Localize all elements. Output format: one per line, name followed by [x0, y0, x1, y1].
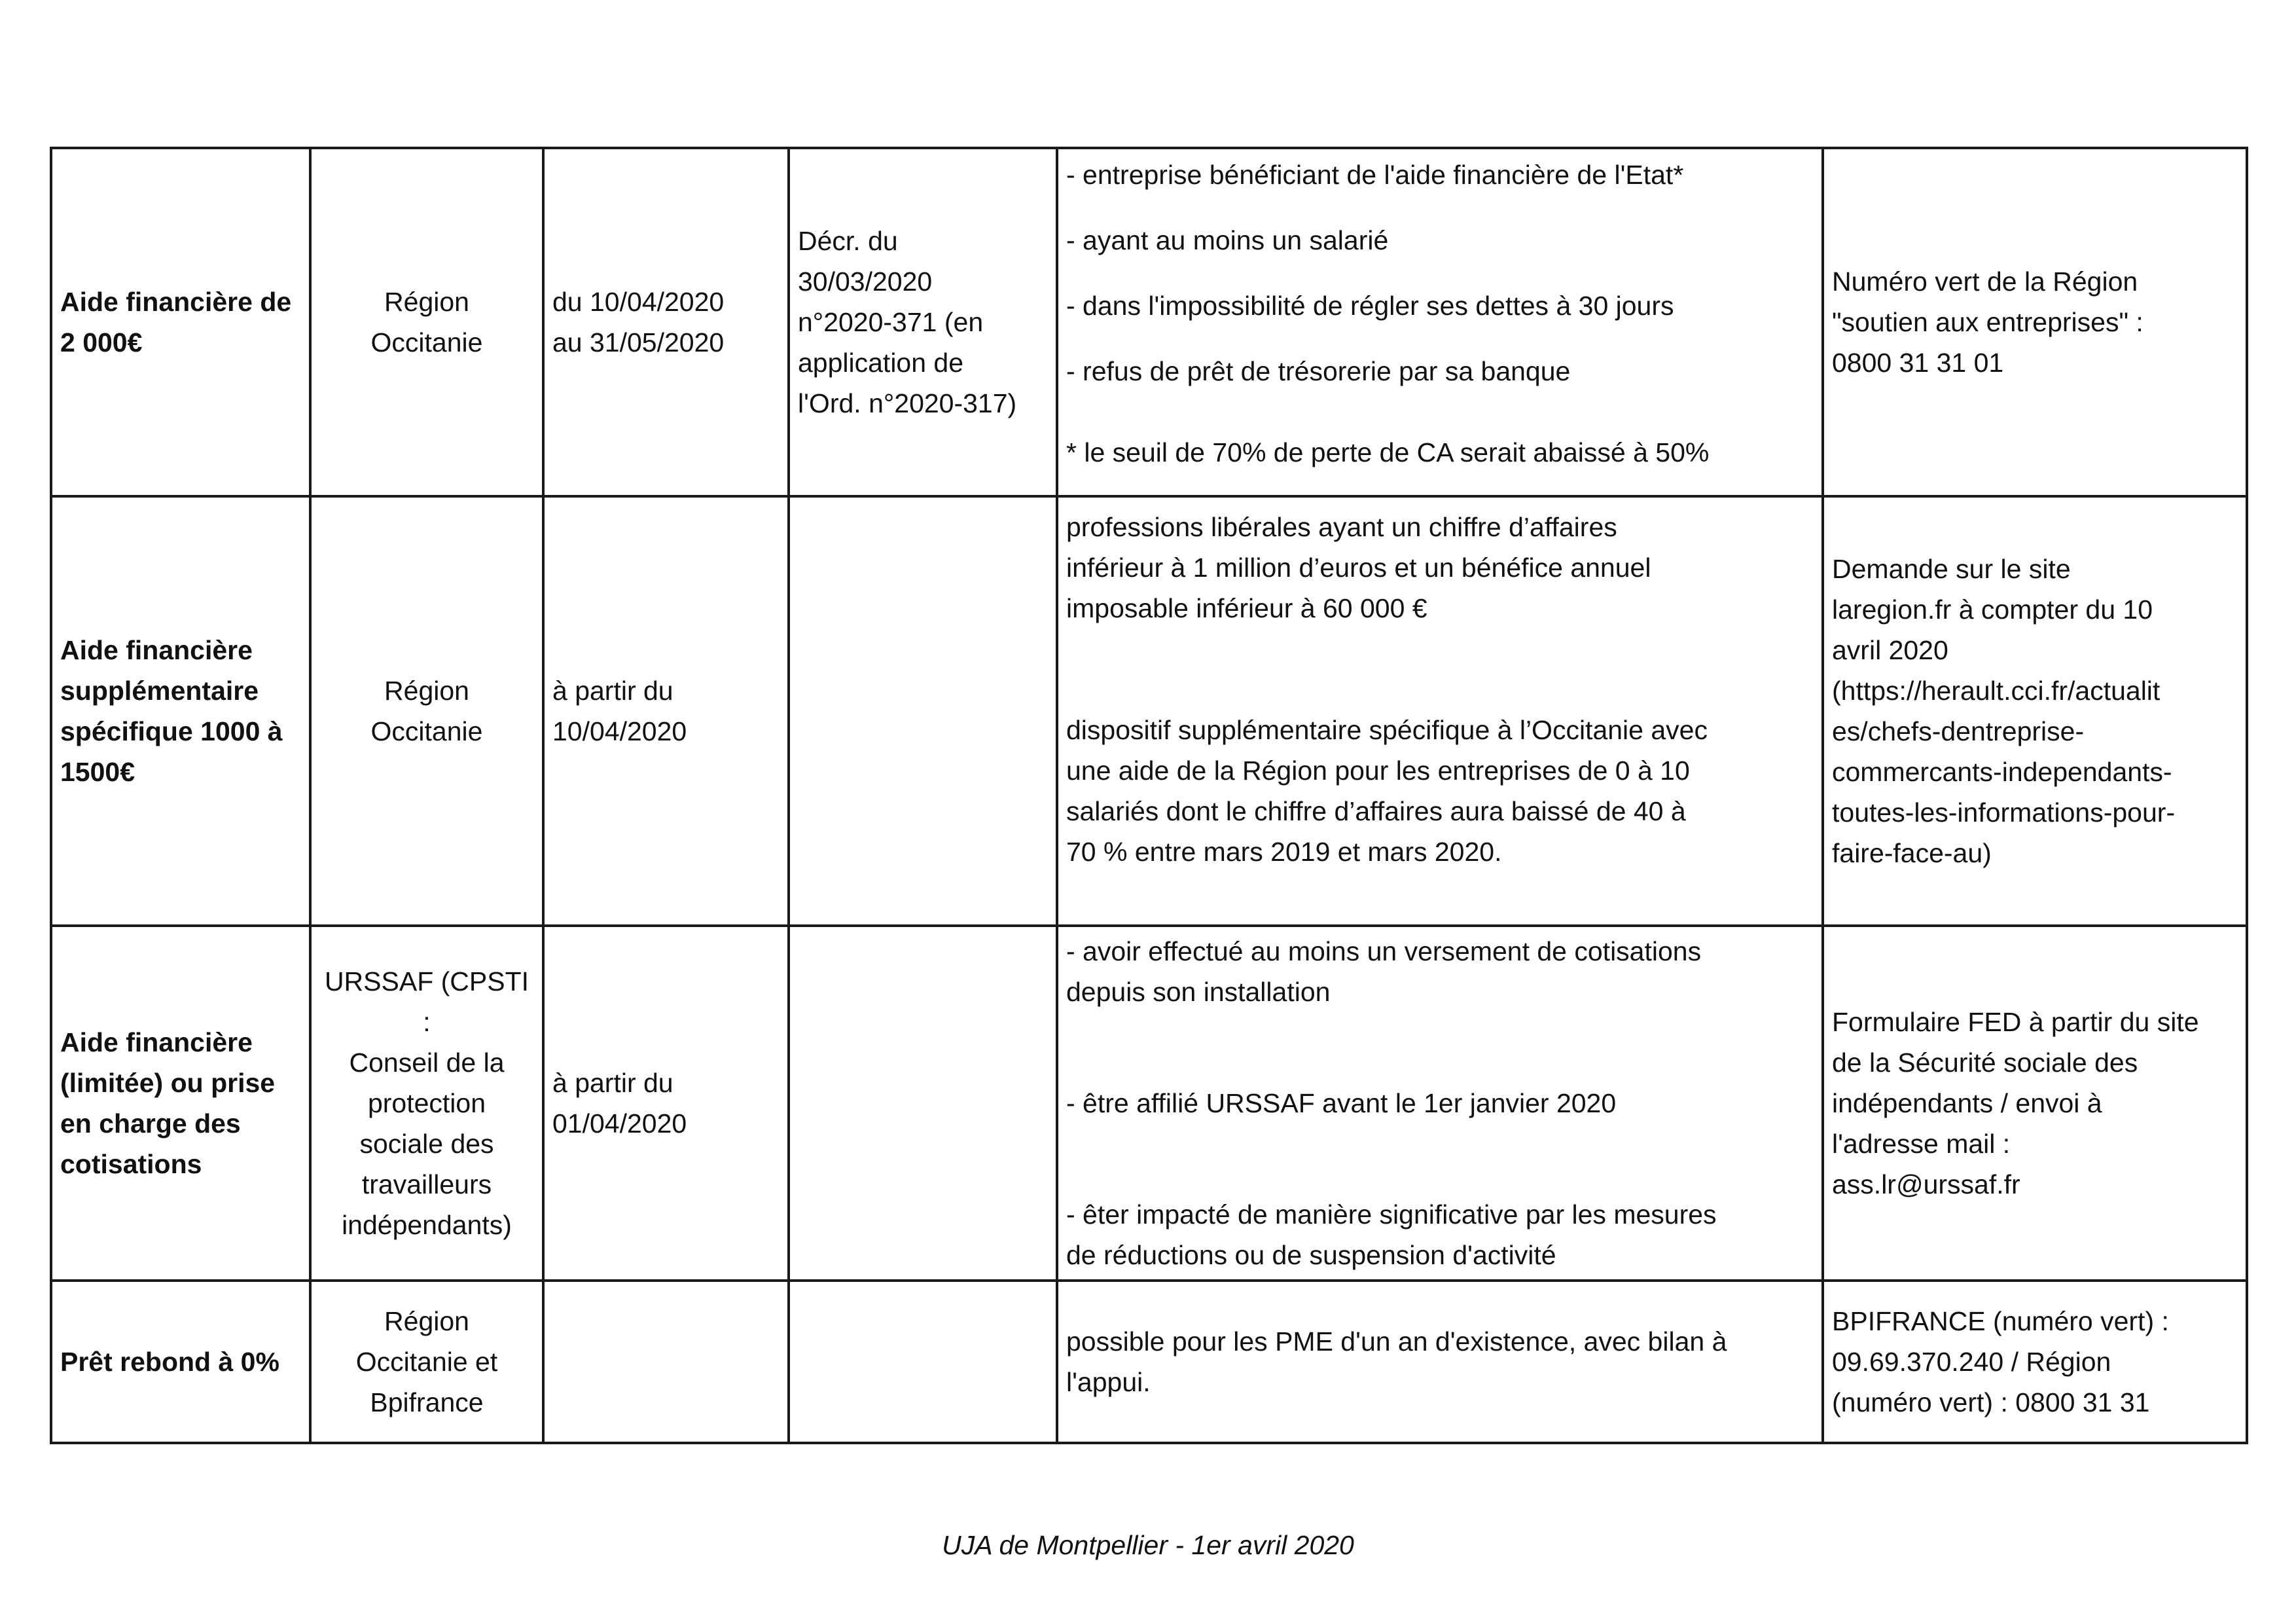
- period-cell: [543, 148, 789, 496]
- contact-line: BPIFRANCE (numéro vert) :: [1832, 1306, 2169, 1336]
- page-footer: UJA de Montpellier - 1er avril 2020: [942, 1530, 1354, 1560]
- table-row: [51, 1281, 2247, 1443]
- aid-title-line: Aide financière: [60, 1027, 253, 1057]
- condition-item: - entreprise bénéficiant de l'aide financière de l'Etat*: [1066, 160, 1684, 190]
- contact-cell: [1823, 148, 2247, 496]
- legal-basis-cell: [789, 1281, 1057, 1443]
- condition-item: - être affilié URSSAF avant le 1er janvier 2020: [1066, 1088, 1617, 1118]
- conditions-cell: [1057, 496, 1823, 926]
- aid-title-cell: [51, 926, 310, 1281]
- legal-basis-cell: [789, 926, 1057, 1281]
- period-line: à partir du: [552, 1068, 673, 1098]
- organisation-cell: [310, 926, 543, 1281]
- condition-item: dispositif supplémentaire spécifique à l’Occitanie avec: [1066, 715, 1708, 745]
- condition-item: possible pour les PME d'un an d'existence, avec bilan à: [1066, 1326, 1727, 1357]
- contact-line: l'adresse mail :: [1832, 1129, 2011, 1159]
- contact-link-text: es/chefs-dentreprise-: [1832, 716, 2085, 746]
- condition-item: salariés dont le chiffre d’affaires aura baissé de 40 à: [1066, 796, 1686, 826]
- period-line: au 31/05/2020: [552, 327, 725, 357]
- organisation-line: URSSAF (CPSTI :: [324, 966, 529, 1037]
- aid-title-line: 2 000€: [60, 327, 143, 357]
- contact-line: Formulaire FED à partir du site: [1832, 1007, 2199, 1037]
- organisation-line: Région: [384, 1306, 469, 1336]
- table-row: [51, 926, 2247, 1281]
- organisation-line: Bpifrance: [370, 1387, 484, 1417]
- condition-item: 70 % entre mars 2019 et mars 2020.: [1066, 837, 1502, 867]
- legal-basis-cell: [789, 148, 1057, 496]
- contact-email: ass.lr@urssaf.fr: [1832, 1169, 2020, 1199]
- organisation-line: indépendants): [342, 1210, 512, 1240]
- organisation-line: Région: [384, 676, 469, 706]
- organisation-cell: [310, 1281, 543, 1443]
- aid-title-line: cotisations: [60, 1149, 202, 1179]
- contact-line: 09.69.370.240 / Région: [1832, 1347, 2111, 1377]
- organisation-cell: [310, 148, 543, 496]
- period-line: du 10/04/2020: [552, 287, 725, 317]
- period-cell: [543, 1281, 789, 1443]
- contact-cell: [1823, 496, 2247, 926]
- condition-item: une aide de la Région pour les entreprises de 0 à 10: [1066, 756, 1690, 786]
- period-cell: [543, 926, 789, 1281]
- condition-item: depuis son installation: [1066, 977, 1331, 1007]
- contact-line: 0800 31 31 01: [1832, 348, 2004, 378]
- condition-item: - dans l'impossibilité de régler ses dettes à 30 jours: [1066, 291, 1674, 321]
- aid-title-cell: [51, 148, 310, 496]
- period-cell: [543, 496, 789, 926]
- legal-basis-line: Décr. du: [798, 226, 898, 256]
- contact-link-text: toutes-les-informations-pour-: [1832, 797, 2176, 828]
- organisation-line: Occitanie: [370, 327, 483, 357]
- condition-item: - avoir effectué au moins un versement de cotisations: [1066, 936, 1702, 966]
- contact-line: laregion.fr à compter du 10: [1832, 594, 2153, 625]
- organisation-line: travailleurs: [361, 1169, 492, 1199]
- contact-link-text: commercants-independants-: [1832, 757, 2172, 787]
- legal-basis-cell: [789, 496, 1057, 926]
- condition-item: professions libérales ayant un chiffre d’affaires: [1066, 512, 1617, 542]
- condition-item: - refus de prêt de trésorerie par sa banque: [1066, 356, 1571, 386]
- period-line: 10/04/2020: [552, 716, 687, 746]
- aid-title-line: 1500€: [60, 757, 135, 787]
- condition-item: de réductions ou de suspension d'activité: [1066, 1240, 1556, 1270]
- organisation-line: Conseil de la: [349, 1048, 505, 1078]
- conditions-cell: [1057, 148, 1823, 496]
- legal-basis-line: n°2020-371 (en: [798, 307, 984, 337]
- aid-title-line: Aide financière: [60, 635, 253, 665]
- contact-line: avril 2020: [1832, 635, 1948, 665]
- legal-basis-line: 30/03/2020: [798, 266, 933, 297]
- contact-line: indépendants / envoi à: [1832, 1088, 2102, 1118]
- legal-basis-line: application de: [798, 348, 964, 378]
- contact-cell: [1823, 1281, 2247, 1443]
- period-line: 01/04/2020: [552, 1108, 687, 1139]
- organisation-line: Occitanie et: [355, 1347, 498, 1377]
- condition-item: - ayant au moins un salarié: [1066, 225, 1389, 255]
- aid-title-line: supplémentaire: [60, 676, 259, 706]
- organisation-line: Région: [384, 287, 469, 317]
- organisation-cell: [310, 496, 543, 926]
- aid-measures-table: [50, 147, 2248, 1444]
- condition-item: l'appui.: [1066, 1367, 1151, 1397]
- aid-title-cell: [51, 496, 310, 926]
- table-row: [51, 496, 2247, 926]
- legal-basis-line: l'Ord. n°2020-317): [798, 388, 1017, 418]
- aid-title-line: en charge des: [60, 1108, 241, 1139]
- organisation-line: sociale des: [359, 1129, 494, 1159]
- aid-title-line: Prêt rebond à 0%: [60, 1347, 279, 1377]
- contact-line: "soutien aux entreprises" :: [1832, 307, 2144, 337]
- period-line: à partir du: [552, 676, 673, 706]
- aid-title-line: Aide financière de: [60, 287, 292, 317]
- organisation-line: Occitanie: [370, 716, 483, 746]
- contact-line: Demande sur le site: [1832, 554, 2071, 584]
- organisation-line: protection: [367, 1088, 486, 1118]
- table-row: [51, 148, 2247, 496]
- conditions-cell: [1057, 1281, 1823, 1443]
- contact-line: (numéro vert) : 0800 31 31: [1832, 1387, 2150, 1417]
- condition-footnote: * le seuil de 70% de perte de CA serait abaissé à 50%: [1066, 437, 1710, 467]
- condition-item: - êter impacté de manière significative par les mesures: [1066, 1199, 1717, 1230]
- condition-item: inférieur à 1 million d’euros et un bénéfice annuel: [1066, 553, 1651, 583]
- condition-item: imposable inférieur à 60 000 €: [1066, 593, 1427, 623]
- contact-link-text: (https://herault.cci.fr/actualit: [1832, 676, 2161, 706]
- aid-title-line: (limitée) ou prise: [60, 1068, 276, 1098]
- conditions-cell: [1057, 926, 1823, 1281]
- aid-title-cell: [51, 1281, 310, 1443]
- contact-link-text: faire-face-au): [1832, 838, 1992, 868]
- contact-line: Numéro vert de la Région: [1832, 266, 2138, 297]
- aid-title-line: spécifique 1000 à: [60, 716, 283, 746]
- contact-line: de la Sécurité sociale des: [1832, 1048, 2138, 1078]
- contact-cell: [1823, 926, 2247, 1281]
